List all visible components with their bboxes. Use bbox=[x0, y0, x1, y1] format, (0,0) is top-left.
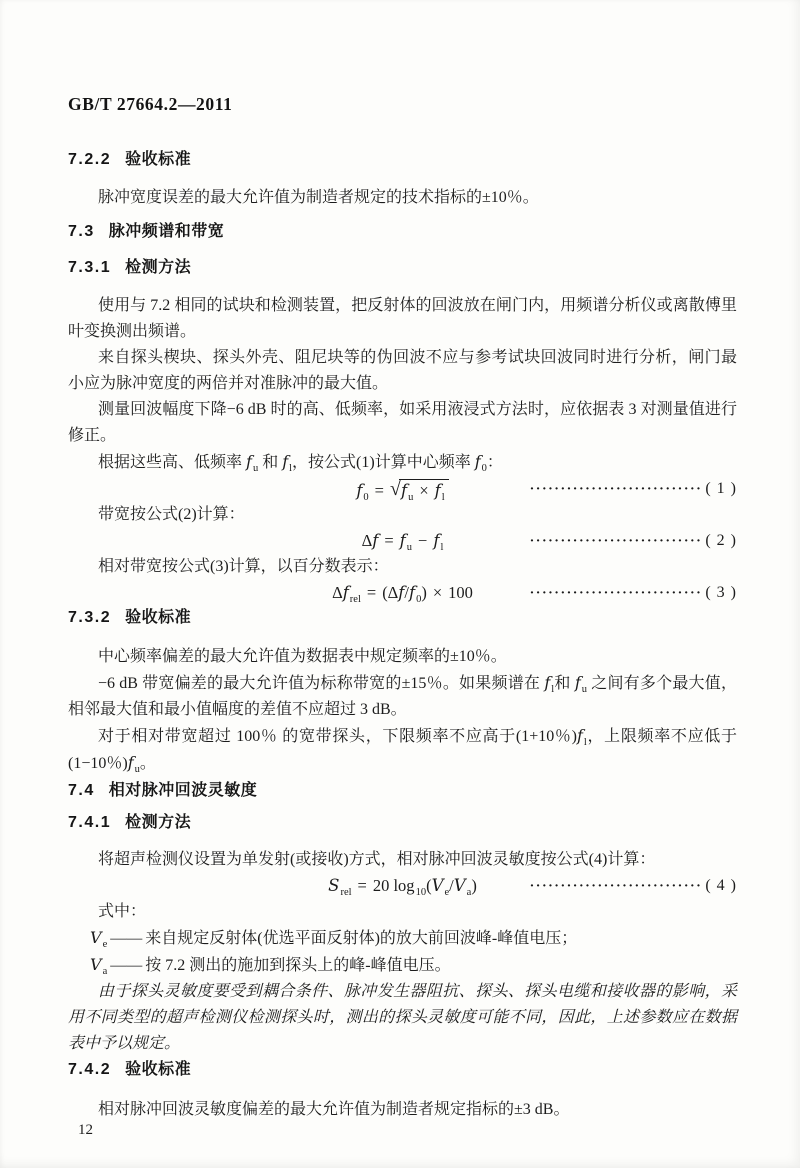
paragraph-eq3-label: 相对带宽按公式(3)计算，以百分数表示： bbox=[98, 558, 389, 575]
heading-title: 相对脉冲回波灵敏度 bbox=[108, 782, 258, 799]
heading-title: 验收标准 bbox=[125, 609, 192, 626]
paragraph-eq2-label: 带宽按公式(2)计算： bbox=[98, 506, 245, 523]
heading-title: 检测方法 bbox=[125, 259, 192, 276]
heading-title: 验收标准 bbox=[125, 1061, 192, 1078]
paragraph-sensitivity-method: 将超声检测仪设置为单发射(或接收)方式，相对脉冲回波灵敏度按公式(4)计算： bbox=[98, 851, 656, 868]
equation-number: ( 4 ) bbox=[705, 877, 737, 894]
paragraph-wideband-probe: 对于相对带宽超过 100％ 的宽带探头，下限频率不应高于(1+10％)$f_l$，上限频率不应低于(1−10％)$f_u$。 bbox=[68, 726, 737, 775]
em-dash: —— bbox=[110, 957, 143, 974]
paragraph-sensitivity-note: 由于探头灵敏度要受到耦合条件、脉冲发生器阻抗、探头、探头电缆和接收器的影响，采用不同类型的超声检测仪检测探头时，测出的探头灵敏度可能不同，因此，上述参数应在数据表中予以规定。 bbox=[68, 983, 737, 1052]
heading-number: 7.4.1 bbox=[68, 814, 112, 831]
heading-7-3-2 bbox=[68, 608, 737, 628]
heading-7-2-2 bbox=[68, 150, 737, 170]
dot-leader: ···························· bbox=[529, 534, 703, 549]
formula-2: $\Delta f = f_u - f_l$ ···························· ( 2 ) bbox=[361, 531, 737, 553]
equation-number: ( 1 ) bbox=[705, 480, 737, 497]
paragraph-center-freq-tolerance: 中心频率偏差的最大允许值为数据表中规定频率的±10％。 bbox=[98, 648, 507, 665]
heading-title: 检测方法 bbox=[125, 814, 192, 831]
heading-title: 验收标准 bbox=[125, 151, 192, 168]
formula-1: $f_0 = √f_u \times f_l$ ···························· ( 1 ) bbox=[356, 478, 737, 503]
variable-definition-ve: $V_e$ —— 来自规定反射体(优选平面反射体)的放大前回波峰-峰值电压； bbox=[90, 928, 578, 950]
math-var-f: f bbox=[127, 753, 134, 772]
math-var-f: f bbox=[246, 452, 252, 471]
heading-number: 7.3.2 bbox=[68, 609, 112, 626]
sqrt-sign: √ bbox=[389, 478, 401, 500]
math-var-f: f bbox=[282, 452, 289, 471]
heading-7-4-2 bbox=[68, 1060, 737, 1080]
dot-leader: ···························· bbox=[529, 586, 703, 601]
heading-7-4 bbox=[68, 781, 737, 801]
heading-7-3 bbox=[68, 222, 737, 242]
formula-4: $S_{rel} = 20$ $\log_{10}(V_e/V_a)$ ···························· ( 4 ) bbox=[328, 876, 737, 898]
heading-number: 7.3 bbox=[68, 223, 95, 240]
math-var-f: f bbox=[574, 673, 581, 692]
math-var-f: f bbox=[544, 673, 551, 692]
paragraph-center-freq-intro: 根据这些高、低频率 $f_u$ 和 $f_l$，按公式(1)计算中心频率 $f_0$： bbox=[98, 452, 503, 474]
math-var-f: f bbox=[576, 726, 583, 745]
paragraph-spurious-echo: 来自探头楔块、探头外壳、阻尼块等的伪回波不应与参考试块回波同时进行分析，闸门最小应为脉冲宽度的两倍并对准脉冲的最大值。 bbox=[68, 349, 737, 392]
heading-number: 7.4 bbox=[68, 782, 95, 799]
heading-7-3-1 bbox=[68, 258, 737, 278]
dot-leader: ···························· bbox=[529, 879, 703, 894]
math-var-f: f bbox=[474, 452, 481, 471]
em-dash: —— bbox=[110, 930, 143, 947]
equation-number: ( 2 ) bbox=[705, 532, 737, 549]
paragraph-where-label: 式中： bbox=[98, 903, 147, 920]
heading-7-4-1 bbox=[68, 813, 737, 833]
variable-definition-va: $V_a$ —— 按 7.2 测出的施加到探头上的峰-峰值电压。 bbox=[90, 955, 451, 977]
paragraph-minus6db: 测量回波幅度下降−6 dB 时的高、低频率，如采用液浸式方法时，应依据表 3 对测量值进行修正。 bbox=[68, 401, 737, 444]
heading-number: 7.4.2 bbox=[68, 1061, 112, 1078]
heading-title: 脉冲频谱和带宽 bbox=[108, 223, 225, 240]
paragraph-bandwidth-tolerance: −6 dB 带宽偏差的最大允许值为标称带宽的±15％。如果频谱在 $f_l$和 $f_u$ 之间有多个最大值，相邻最大值和最小值幅度的差值不应超过 3 dB。 bbox=[68, 673, 737, 718]
heading-number: 7.3.1 bbox=[68, 259, 112, 276]
formula-3: $\Delta f_{rel} = (\Delta f/f_0) \times 100$ ···························· ( 3 ) bbox=[332, 583, 737, 605]
equation-number: ( 3 ) bbox=[705, 584, 737, 601]
page-number: 12 bbox=[78, 1122, 93, 1138]
paragraph-7-2-2: 脉冲宽度误差的最大允许值为制造者规定的技术指标的±10％。 bbox=[98, 189, 539, 206]
paragraph-7-4-2: 相对脉冲回波灵敏度偏差的最大允许值为制造者规定指标的±3 dB。 bbox=[98, 1101, 570, 1118]
paragraph-test-setup: 使用与 7.2 相同的试块和检测装置，把反射体的回波放在闸门内，用频谱分析仪或离散傅里叶变换测出频谱。 bbox=[68, 297, 737, 340]
standard-number: GB/T 27664.2—2011 bbox=[68, 94, 233, 114]
dot-leader: ···························· bbox=[529, 482, 703, 497]
heading-number: 7.2.2 bbox=[68, 151, 112, 168]
